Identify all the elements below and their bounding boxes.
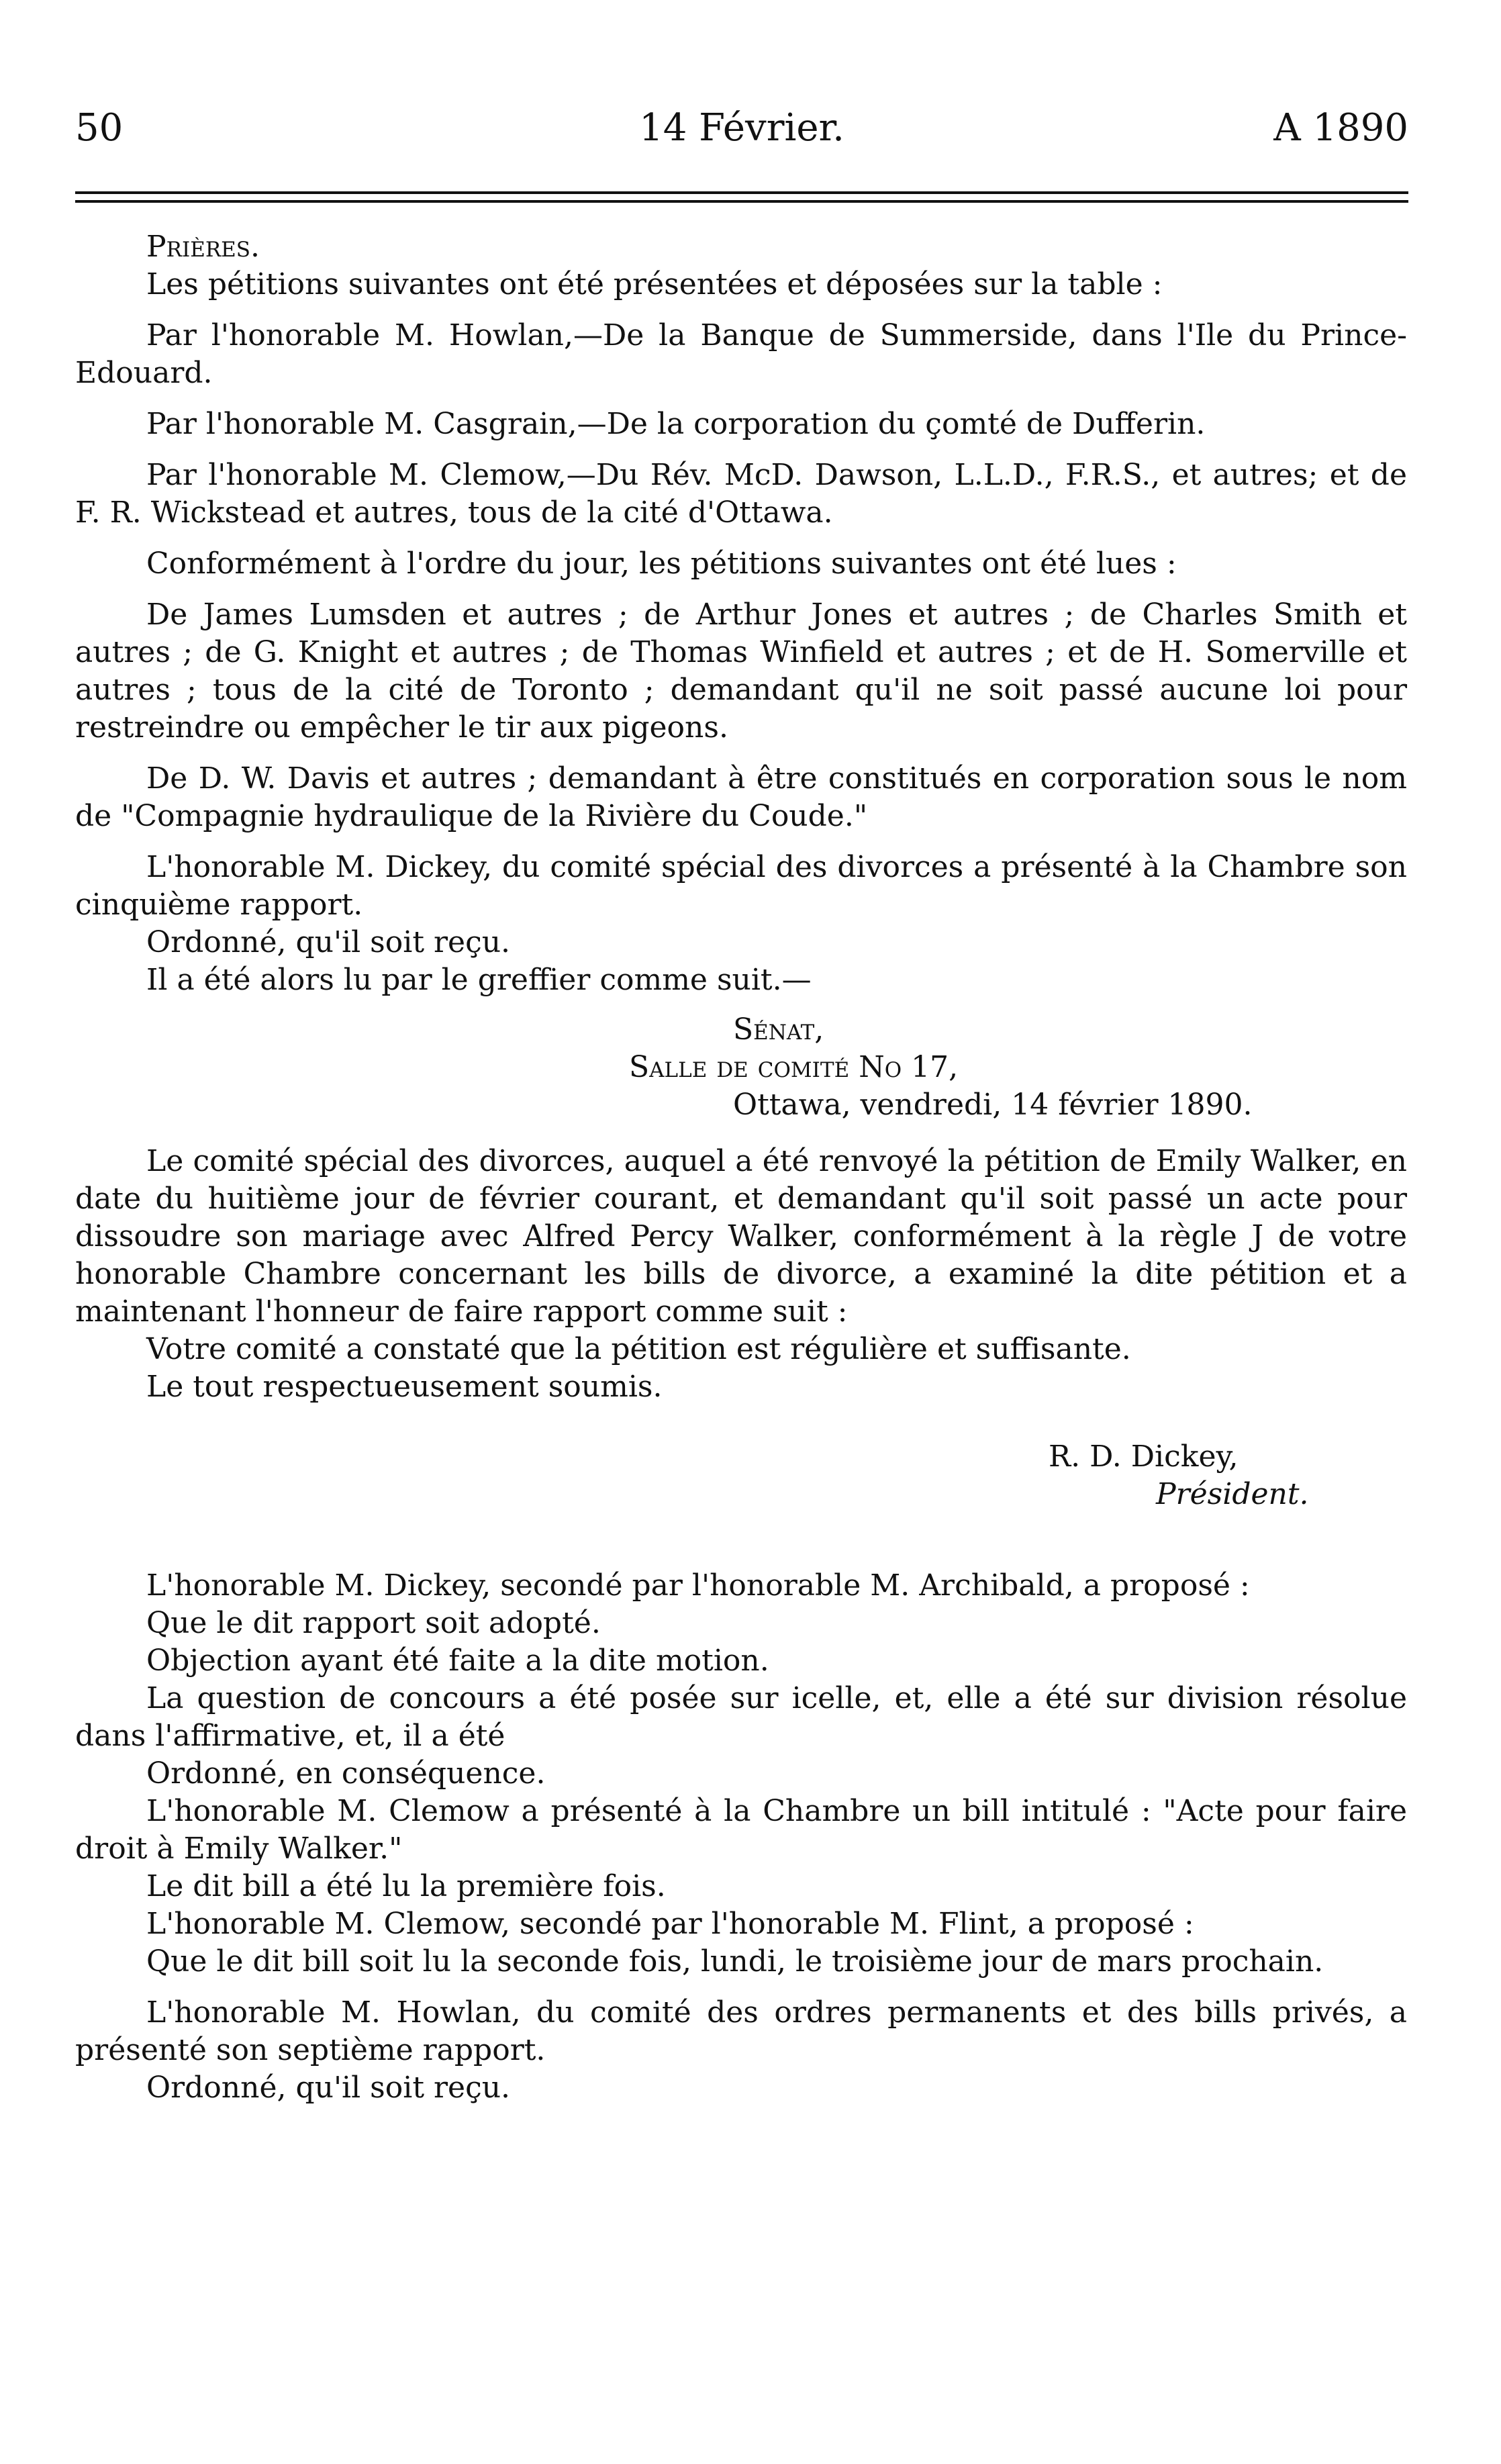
paragraph: De D. W. Davis et autres ; demandant à être constitués en corporation sous le nom de "Compagnie hydraulique de la Rivière du Coude." [75,761,1407,833]
paragraph: Que le dit rapport soit adopté. [146,1606,601,1640]
paragraph: Ordonné, qu'il soit reçu. [146,2071,511,2105]
paragraph: L'honorable M. Clemow, secondé par l'honorable M. Flint, a proposé : [146,1907,1194,1941]
report-letterhead [75,1011,1407,1124]
paragraph: L'honorable M. Dickey, secondé par l'honorable M. Archibald, a proposé : [146,1568,1250,1603]
paragraph: Il a été alors lu par le greffier comme suit.— [146,963,812,997]
paragraph: Par l'honorable M. Casgrain,—De la corporation du çomté de Dufferin. [146,407,1206,441]
paragraph: Les pétitions suivantes ont été présentées et déposées sur la table : [146,267,1163,301]
header-date: 14 Février. [639,106,844,150]
signature-title: Président. [1156,1477,1309,1511]
letterhead-senat: Sénat, [733,1012,824,1047]
paragraph: Conformément à l'ordre du jour, les pétitions suivantes ont été lues : [146,547,1177,581]
letterhead-salle: Salle de comité No 17, [629,1050,959,1084]
report-paragraph: Le comité spécial des divorces, auquel a été renvoyé la pétition de Emily Walker, en date du huitième jour de février courant, et demandant qu'il soit passé un acte pour dissoudre son mariage avec Alfred Percy Walker, conformément à la règle J de votre honorable Chambre concernant les bills de divorce, a examiné la dite pétition et a maintenant l'honneur de faire rapport comme suit : [75,1144,1407,1329]
page-number: 50 [75,106,124,150]
paragraph: La question de concours a été posée sur icelle, et, elle a été sur division résolue dans l'affirmative, et, il a été [75,1681,1407,1753]
paragraph: Par l'honorable M. Howlan,—De la Banque de Summerside, dans l'Ile du Prince-Edouard. [75,318,1407,390]
paragraph: Le dit bill a été lu la première fois. [146,1869,666,1903]
header-rule-bottom [75,200,1408,203]
paragraph: L'honorable M. Dickey, du comité spécial des divorces a présenté à la Chambre son cinquième rapport. [75,850,1407,922]
paragraph: Ordonné, qu'il soit reçu. [146,925,511,959]
signature-name: R. D. Dickey, [1049,1439,1239,1474]
paragraph: Que le dit bill soit lu la seconde fois, lundi, le troisième jour de mars prochain. [146,1944,1324,1979]
header-rule-top [75,191,1408,194]
paragraph: Ordonné, en conséquence. [146,1756,546,1791]
document-body [75,228,1407,2107]
paragraph: L'honorable M. Howlan, du comité des ordres permanents et des bills privés, a présenté son septième rapport. [75,1995,1407,2067]
paragraph: Objection ayant été faite a la dite motion. [146,1644,769,1678]
signature-block [75,1438,1407,1513]
paragraph: De James Lumsden et autres ; de Arthur Jones et autres ; de Charles Smith et autres ; de G. Knight et autres ; de Thomas Winfield et autres ; et de H. Somerville et autres ; tous de la cité de Toronto ; demandant qu'il ne soit passé aucune loi pour restreindre ou empêcher le tir aux pigeons. [75,598,1407,745]
report-paragraph: Votre comité a constaté que la pétition est régulière et suffisante. [146,1332,1131,1366]
section-heading-prieres: Prières. [146,230,260,264]
page-header [75,106,1408,153]
header-year: A 1890 [1273,106,1408,150]
report-paragraph: Le tout respectueusement soumis. [146,1370,663,1404]
letterhead-lieu-date: Ottawa, vendredi, 14 février 1890. [733,1088,1253,1122]
paragraph: L'honorable M. Clemow a présenté à la Chambre un bill intitulé : "Acte pour faire droit à Emily Walker." [75,1794,1407,1866]
paragraph: Par l'honorable M. Clemow,—Du Rév. McD. Dawson, L.L.D., F.R.S., et autres; et de F. R. Wickstead et autres, tous de la cité d'Ottawa. [75,458,1407,530]
